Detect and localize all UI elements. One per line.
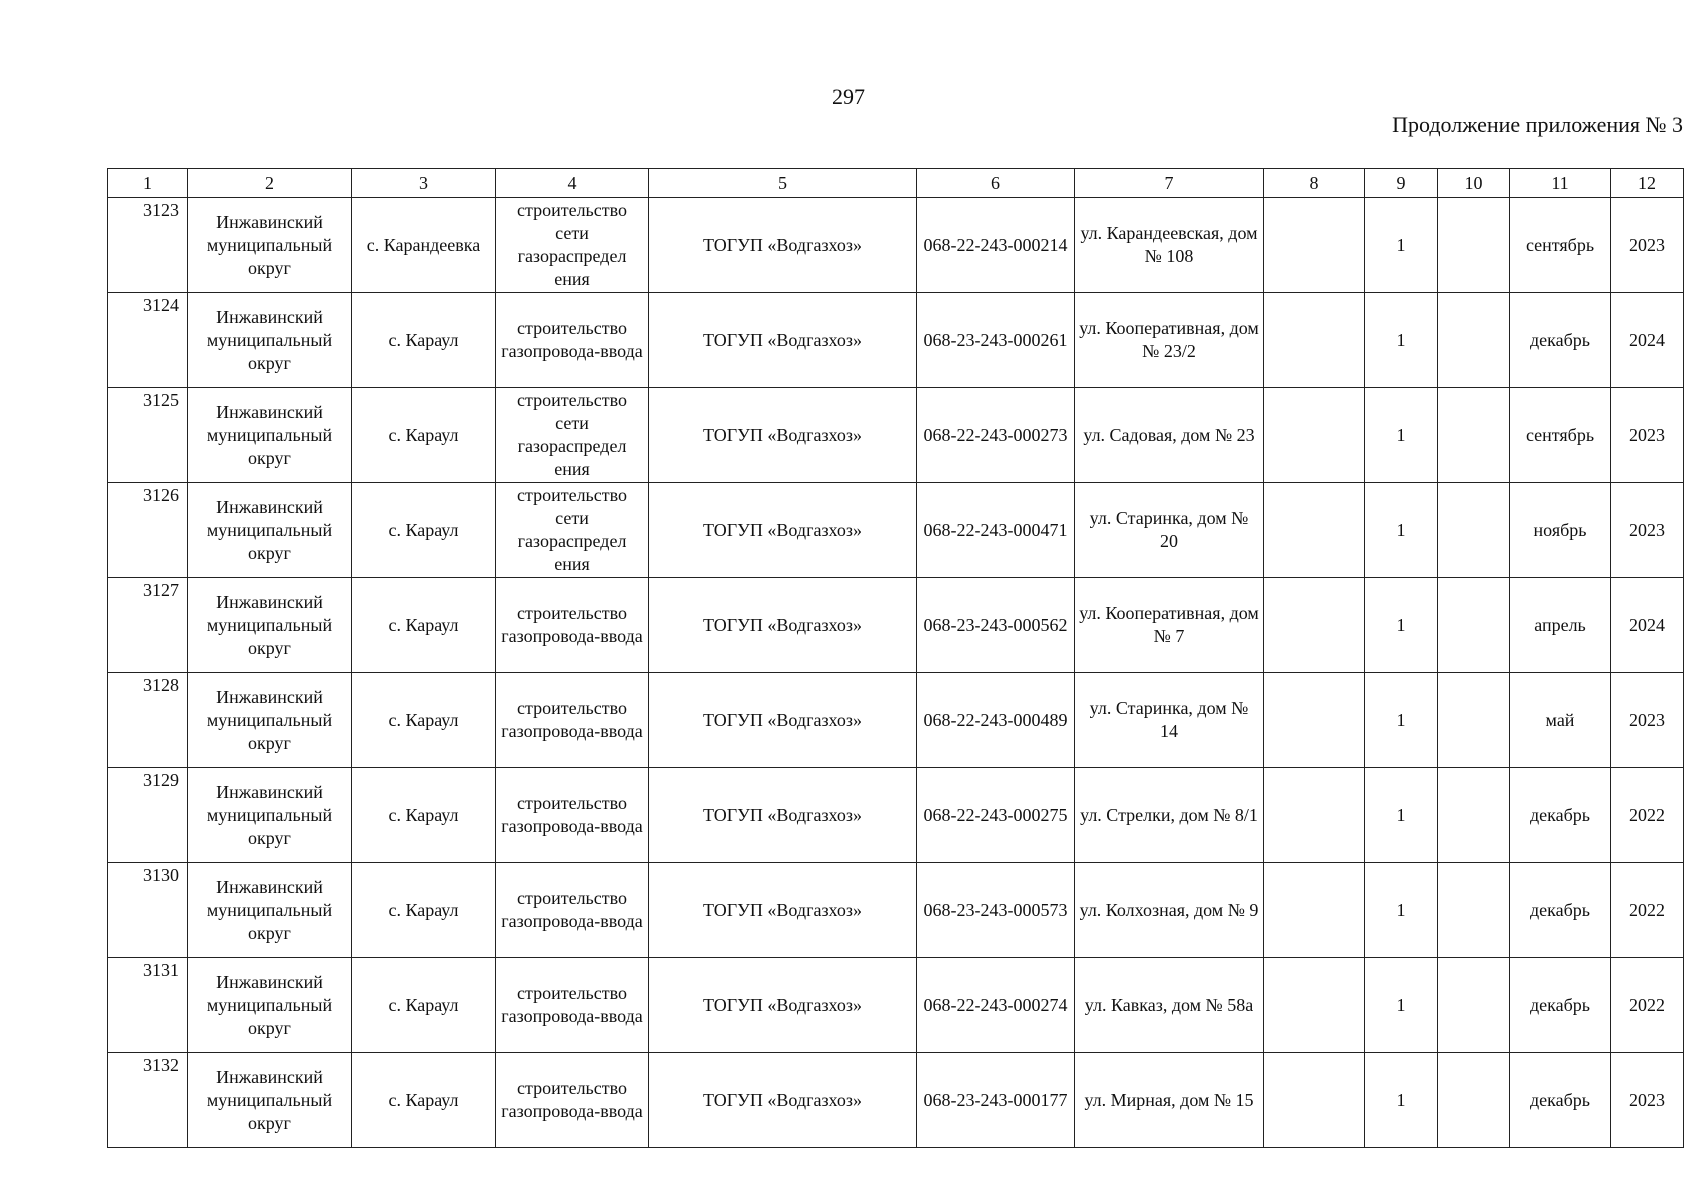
month-cell: май	[1510, 673, 1611, 768]
month-cell: декабрь	[1510, 958, 1611, 1053]
column-10-cell	[1438, 483, 1510, 578]
column-10-cell	[1438, 958, 1510, 1053]
column-8-cell	[1264, 768, 1365, 863]
year-cell: 2022	[1611, 958, 1684, 1053]
quantity-cell: 1	[1365, 388, 1438, 483]
object-code-cell: 068-22-243-000274	[917, 958, 1075, 1053]
quantity-cell: 1	[1365, 483, 1438, 578]
locality-cell: с. Караул	[352, 293, 496, 388]
row-number: 3128	[108, 673, 188, 768]
work-type-cell: строительство сети газораспредел ения	[496, 388, 649, 483]
table-row	[108, 863, 1684, 958]
organization-cell: ТОГУП «Водгазхоз»	[649, 198, 917, 293]
work-type-cell: строительство газопровода-ввода	[496, 293, 649, 388]
work-type-cell: строительство сети газораспредел ения	[496, 198, 649, 293]
column-8-cell	[1264, 578, 1365, 673]
organization-cell: ТОГУП «Водгазхоз»	[649, 958, 917, 1053]
district-cell: Инжавинский муниципальный округ	[188, 1053, 352, 1148]
work-type-cell: строительство газопровода-ввода	[496, 768, 649, 863]
table-row	[108, 483, 1684, 578]
object-code-cell: 068-22-243-000273	[917, 388, 1075, 483]
page-number: 297	[832, 84, 865, 109]
month-cell: декабрь	[1510, 863, 1611, 958]
row-number: 3127	[108, 578, 188, 673]
organization-cell: ТОГУП «Водгазхоз»	[649, 483, 917, 578]
object-code-cell: 068-22-243-000214	[917, 198, 1075, 293]
quantity-cell: 1	[1365, 198, 1438, 293]
column-header-2: 2	[188, 169, 352, 198]
row-number: 3124	[108, 293, 188, 388]
column-header-1: 1	[108, 169, 188, 198]
locality-cell: с. Караул	[352, 483, 496, 578]
column-8-cell	[1264, 198, 1365, 293]
quantity-cell: 1	[1365, 863, 1438, 958]
work-type-cell: строительство сети газораспредел ения	[496, 483, 649, 578]
month-cell: декабрь	[1510, 768, 1611, 863]
table-row	[108, 673, 1684, 768]
table-row	[108, 293, 1684, 388]
column-8-cell	[1264, 1053, 1365, 1148]
column-header-10: 10	[1438, 169, 1510, 198]
district-cell: Инжавинский муниципальный округ	[188, 293, 352, 388]
organization-cell: ТОГУП «Водгазхоз»	[649, 388, 917, 483]
year-cell: 2023	[1611, 388, 1684, 483]
year-cell: 2022	[1611, 863, 1684, 958]
address-cell: ул. Кавказ, дом № 58а	[1075, 958, 1264, 1053]
row-number: 3131	[108, 958, 188, 1053]
work-type-cell: строительство газопровода-ввода	[496, 1053, 649, 1148]
organization-cell: ТОГУП «Водгазхоз»	[649, 1053, 917, 1148]
quantity-cell: 1	[1365, 673, 1438, 768]
year-cell: 2023	[1611, 673, 1684, 768]
address-cell: ул. Старинка, дом № 14	[1075, 673, 1264, 768]
address-cell: ул. Старинка, дом № 20	[1075, 483, 1264, 578]
column-10-cell	[1438, 578, 1510, 673]
address-cell: ул. Кооперативная, дом № 7	[1075, 578, 1264, 673]
district-cell: Инжавинский муниципальный округ	[188, 483, 352, 578]
year-cell: 2023	[1611, 198, 1684, 293]
column-header-12: 12	[1611, 169, 1684, 198]
column-header-6: 6	[917, 169, 1075, 198]
work-type-cell: строительство газопровода-ввода	[496, 958, 649, 1053]
quantity-cell: 1	[1365, 1053, 1438, 1148]
locality-cell: с. Карандеевка	[352, 198, 496, 293]
object-code-cell: 068-23-243-000573	[917, 863, 1075, 958]
month-cell: декабрь	[1510, 1053, 1611, 1148]
gas-connection-table	[107, 168, 1684, 1148]
object-code-cell: 068-23-243-000562	[917, 578, 1075, 673]
column-8-cell	[1264, 673, 1365, 768]
row-number: 3130	[108, 863, 188, 958]
column-10-cell	[1438, 198, 1510, 293]
district-cell: Инжавинский муниципальный округ	[188, 673, 352, 768]
column-10-cell	[1438, 388, 1510, 483]
object-code-cell: 068-23-243-000261	[917, 293, 1075, 388]
row-number: 3125	[108, 388, 188, 483]
table-row	[108, 958, 1684, 1053]
column-8-cell	[1264, 293, 1365, 388]
locality-cell: с. Караул	[352, 958, 496, 1053]
column-10-cell	[1438, 673, 1510, 768]
object-code-cell: 068-23-243-000177	[917, 1053, 1075, 1148]
column-header-7: 7	[1075, 169, 1264, 198]
column-10-cell	[1438, 1053, 1510, 1148]
row-number: 3126	[108, 483, 188, 578]
month-cell: апрель	[1510, 578, 1611, 673]
quantity-cell: 1	[1365, 293, 1438, 388]
row-number: 3129	[108, 768, 188, 863]
locality-cell: с. Караул	[352, 1053, 496, 1148]
address-cell: ул. Кооперативная, дом № 23/2	[1075, 293, 1264, 388]
row-number: 3132	[108, 1053, 188, 1148]
column-10-cell	[1438, 293, 1510, 388]
table-header-row	[108, 169, 1684, 198]
column-8-cell	[1264, 388, 1365, 483]
organization-cell: ТОГУП «Водгазхоз»	[649, 768, 917, 863]
year-cell: 2023	[1611, 1053, 1684, 1148]
work-type-cell: строительство газопровода-ввода	[496, 863, 649, 958]
appendix-continuation-note: Продолжение приложения № 3	[1392, 112, 1683, 137]
locality-cell: с. Караул	[352, 578, 496, 673]
table-row	[108, 768, 1684, 863]
organization-cell: ТОГУП «Водгазхоз»	[649, 578, 917, 673]
district-cell: Инжавинский муниципальный округ	[188, 388, 352, 483]
year-cell: 2022	[1611, 768, 1684, 863]
column-header-3: 3	[352, 169, 496, 198]
district-cell: Инжавинский муниципальный округ	[188, 863, 352, 958]
address-cell: ул. Садовая, дом № 23	[1075, 388, 1264, 483]
address-cell: ул. Стрелки, дом № 8/1	[1075, 768, 1264, 863]
month-cell: ноябрь	[1510, 483, 1611, 578]
table-row	[108, 1053, 1684, 1148]
locality-cell: с. Караул	[352, 863, 496, 958]
quantity-cell: 1	[1365, 578, 1438, 673]
address-cell: ул. Колхозная, дом № 9	[1075, 863, 1264, 958]
column-10-cell	[1438, 768, 1510, 863]
column-8-cell	[1264, 958, 1365, 1053]
month-cell: сентябрь	[1510, 198, 1611, 293]
organization-cell: ТОГУП «Водгазхоз»	[649, 673, 917, 768]
month-cell: сентябрь	[1510, 388, 1611, 483]
organization-cell: ТОГУП «Водгазхоз»	[649, 863, 917, 958]
column-header-8: 8	[1264, 169, 1365, 198]
district-cell: Инжавинский муниципальный округ	[188, 198, 352, 293]
column-10-cell	[1438, 863, 1510, 958]
quantity-cell: 1	[1365, 958, 1438, 1053]
year-cell: 2024	[1611, 578, 1684, 673]
address-cell: ул. Мирная, дом № 15	[1075, 1053, 1264, 1148]
row-number: 3123	[108, 198, 188, 293]
district-cell: Инжавинский муниципальный округ	[188, 578, 352, 673]
table-body	[108, 198, 1684, 1148]
year-cell: 2024	[1611, 293, 1684, 388]
quantity-cell: 1	[1365, 768, 1438, 863]
column-8-cell	[1264, 483, 1365, 578]
organization-cell: ТОГУП «Водгазхоз»	[649, 293, 917, 388]
object-code-cell: 068-22-243-000489	[917, 673, 1075, 768]
district-cell: Инжавинский муниципальный округ	[188, 768, 352, 863]
column-header-5: 5	[649, 169, 917, 198]
month-cell: декабрь	[1510, 293, 1611, 388]
locality-cell: с. Караул	[352, 673, 496, 768]
work-type-cell: строительство газопровода-ввода	[496, 673, 649, 768]
district-cell: Инжавинский муниципальный округ	[188, 958, 352, 1053]
work-type-cell: строительство газопровода-ввода	[496, 578, 649, 673]
object-code-cell: 068-22-243-000275	[917, 768, 1075, 863]
column-header-9: 9	[1365, 169, 1438, 198]
column-8-cell	[1264, 863, 1365, 958]
locality-cell: с. Караул	[352, 388, 496, 483]
address-cell: ул. Карандеевская, дом № 108	[1075, 198, 1264, 293]
table-row	[108, 388, 1684, 483]
year-cell: 2023	[1611, 483, 1684, 578]
locality-cell: с. Караул	[352, 768, 496, 863]
table-row	[108, 198, 1684, 293]
column-header-4: 4	[496, 169, 649, 198]
object-code-cell: 068-22-243-000471	[917, 483, 1075, 578]
table-row	[108, 578, 1684, 673]
column-header-11: 11	[1510, 169, 1611, 198]
